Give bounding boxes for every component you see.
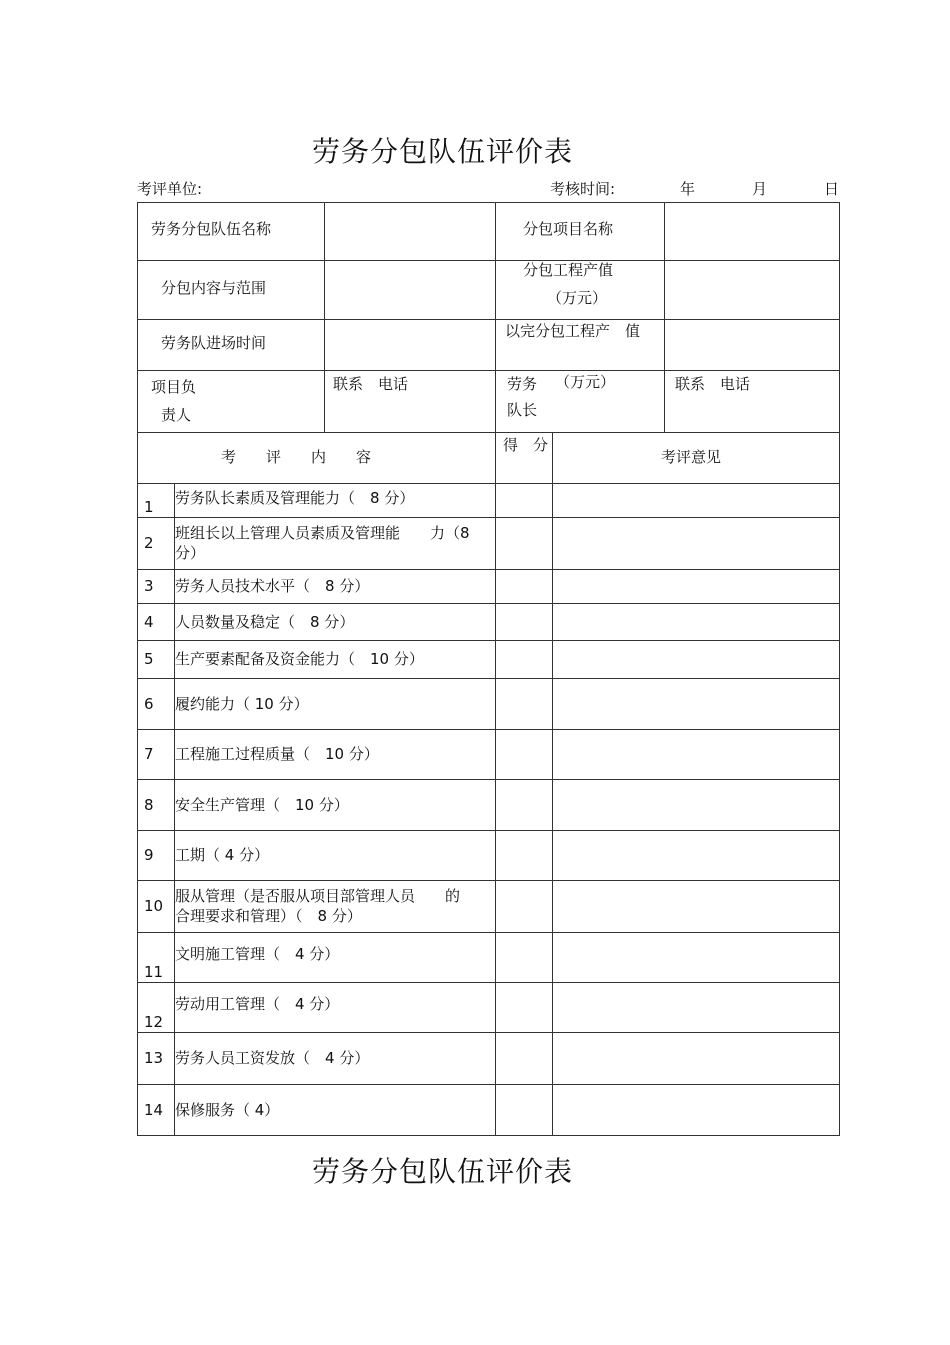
table-rule [324,202,325,433]
item-number: 11 [144,963,164,981]
item-number: 8 [144,795,154,814]
project-manager-label-2: 责人 [161,406,192,424]
table-rule [137,982,840,983]
captain-contact-label: 联系 电话 [675,375,751,393]
table-rule [137,603,840,604]
project-name-label: 分包项目名称 [523,220,614,238]
table-rule [137,432,840,433]
evaluation-unit-label: 考评单位: [137,180,203,198]
table-rule [137,880,840,881]
item-number: 1 [144,498,154,516]
entry-time-label: 劳务队进场时间 [161,334,267,352]
item-criterion: 履约能力（ 10 分） [175,694,309,713]
table-rule [137,830,840,831]
table-rule [137,569,840,570]
month-label: 月 [752,180,768,198]
table-rule [137,260,840,261]
table-rule [839,202,840,1136]
item-criterion: 劳务队长素质及管理能力（ 8 分） [175,489,415,507]
wan-yuan-label: （万元） [555,373,616,391]
table-rule [137,678,840,679]
item-criterion: 劳务人员工资发放（ 4 分） [175,1049,370,1067]
table-rule [137,483,840,484]
item-criterion-line2: 分） [175,544,206,562]
table-rule [552,432,553,1136]
item-criterion: 文明施工管理（ 4 分） [175,945,340,963]
item-criterion: 工期（ 4 分） [175,846,270,864]
table-rule [137,1135,840,1136]
item-number: 10 [144,897,164,915]
item-criterion: 服从管理（是否服从项目部管理人员 的 [175,887,461,905]
evaluation-time-label: 考核时间: [550,180,616,198]
table-rule [137,932,840,933]
table-rule [495,202,496,433]
table-rule [137,729,840,730]
score-column-header: 得 分 [503,436,549,454]
table-rule [137,517,840,518]
item-number: 12 [144,1013,164,1031]
item-criterion-line2: 合理要求和管理）（ 8 分） [175,907,362,925]
table-rule [137,1084,840,1085]
table-rule [137,202,840,203]
item-number: 6 [144,694,154,713]
opinion-column-header: 考评意见 [661,448,722,466]
table-rule [137,640,840,641]
evaluation-table [137,202,839,1136]
footer-title: 劳务分包队伍评价表 [311,1155,573,1188]
item-number: 14 [144,1100,164,1119]
item-number: 2 [144,534,154,552]
item-criterion: 生产要素配备及资金能力（ 10 分） [175,650,424,668]
team-name-label: 劳务分包队伍名称 [151,220,272,238]
team-captain-label-2: 队长 [507,401,538,419]
year-label: 年 [680,180,696,198]
item-criterion: 劳务人员技术水平（ 8 分） [175,577,370,595]
project-manager-label: 项目负 [151,378,197,396]
done-value-label: 以完分包工程产 值 [505,322,641,340]
page-title: 劳务分包队伍评价表 [311,135,573,168]
table-rule [137,779,840,780]
item-criterion: 班组长以上管理人员素质及管理能 力（8 [175,524,470,542]
table-rule [495,432,496,1136]
manager-contact-label: 联系 电话 [333,375,409,393]
table-rule [137,202,138,1136]
team-captain-label: 劳务 [507,375,538,393]
content-column-header: 考 评 内 容 [221,448,372,466]
item-number: 5 [144,650,154,668]
item-criterion: 安全生产管理（ 10 分） [175,795,349,814]
table-rule [137,1032,840,1033]
item-number: 7 [144,745,154,763]
item-criterion: 工程施工过程质量（ 10 分） [175,745,379,763]
item-number: 9 [144,846,154,864]
day-label: 日 [824,180,840,198]
item-criterion: 保修服务（ 4） [175,1100,280,1119]
table-rule [137,319,840,320]
item-number: 13 [144,1049,164,1067]
item-number: 4 [144,612,154,631]
table-rule [664,202,665,433]
item-number: 3 [144,577,154,595]
value-label: 分包工程产值 [523,261,614,279]
value-unit-label: （万元） [547,289,608,307]
table-rule [137,370,840,371]
scope-label: 分包内容与范围 [161,279,267,297]
item-criterion: 劳动用工管理（ 4 分） [175,995,340,1013]
item-criterion: 人员数量及稳定（ 8 分） [175,612,355,631]
